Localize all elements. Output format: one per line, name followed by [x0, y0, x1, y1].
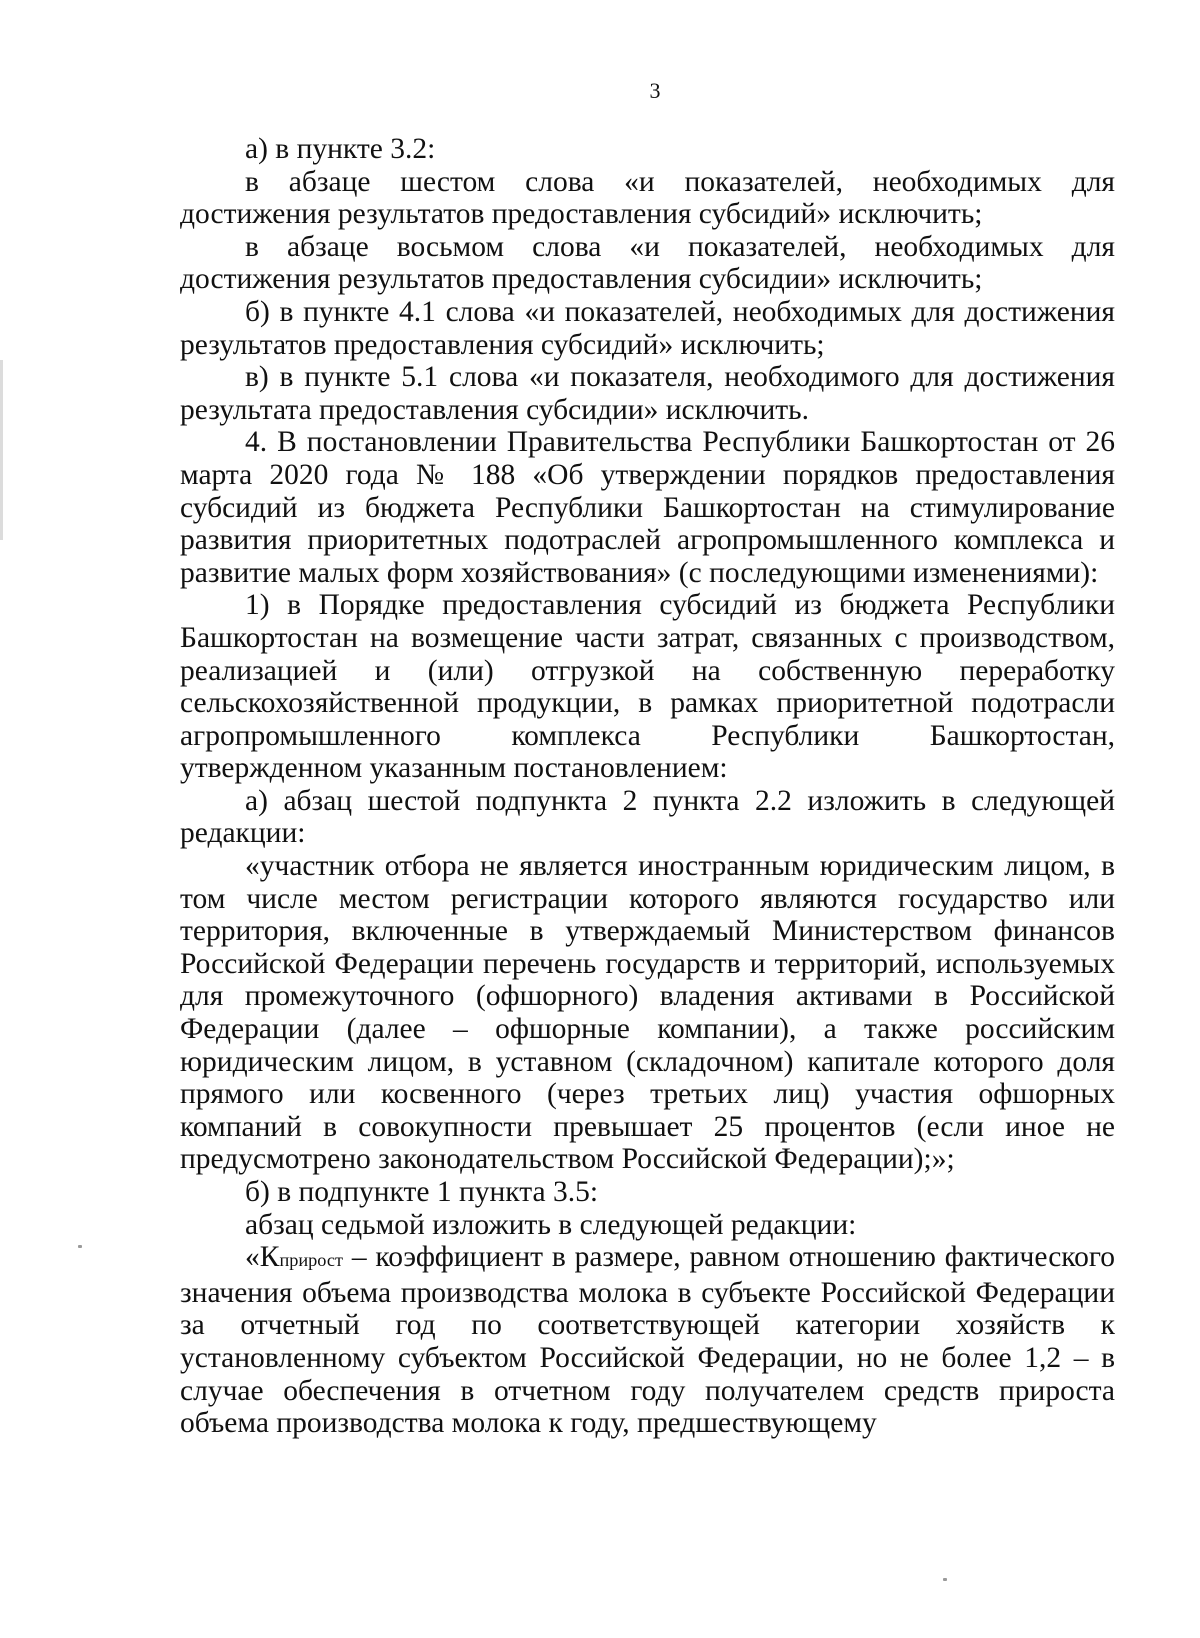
paragraph: 1) в Порядке предоставления субсидий из бюджета Республики Башкортостан на возмещение части затрат, связанных с производством, реализацией и (или) отгрузкой на собственную переработку сельскохозяйственной продукции, в рамках приоритетной подотрасли агропромышленного комплекса Республики Башкортостан, утвержденном указанным постановлением: — [180, 589, 1115, 785]
paragraph: б) в подпункте 1 пункта 3.5: — [245, 1176, 599, 1208]
document-body — [180, 133, 1115, 1440]
paragraph: в абзаце шестом слова «и показателей, необходимых для достижения результатов предоставления субсидий» исключить; — [180, 165, 1115, 231]
paragraph: абзац седьмой изложить в следующей редакции: — [245, 1208, 857, 1241]
paragraph: в) в пункте 5.1 слова «и показателя, необходимого для достижения результата предоставления субсидии» исключить. — [180, 361, 1115, 426]
paragraph: а) в пункте 3.2: — [245, 133, 436, 165]
paragraph: 4. В постановлении Правительства Республики Башкортостан от 26 марта 2020 года № 188 «Об утверждении порядков предоставления субсидий из бюджета Республики Башкортостан на стимулирование развития приоритетных подотраслей агропромышленного комплекса и развитие малых форм хозяйствования» (с последующими изменениями): — [180, 426, 1115, 589]
formula-text: – коэффициент в размере, равном отношению фактического значения объема производства молока в субъекте Российской Федерации за отчетный год по соответствующей категории хозяйств к установленному субъектом Российской Федерации, но не более 1,2 – в случае обеспечения в отчетном году получателем средств прироста объема производства молока к году, предшествующему — [180, 1241, 1115, 1440]
formula-subscript: прирост — [279, 1250, 343, 1271]
formula-open: «К — [245, 1241, 280, 1274]
paragraph: а) абзац шестой подпункта 2 пункта 2.2 изложить в следующей редакции: — [180, 784, 1115, 850]
scan-speck — [943, 1578, 947, 1581]
formula-paragraph — [180, 1241, 1115, 1440]
paragraph: «участник отбора не является иностранным юридическим лицом, в том числе местом регистрации которого являются государство или территория, включенные в утверждаемый Министерством финансов Российской Федерации перечень государств и территорий, используемых для промежуточного (офшорного) владения активами в Российской Федерации (далее – офшорные компании), а также российским юридическим лицом, в уставном (складочном) капитале которого доля прямого или косвенного (через третьих лиц) участия офшорных компаний в совокупности превышает 25 процентов (если иное не предусмотрено законодательством Российской Федерации);»; — [180, 850, 1115, 1176]
paragraph: в абзаце восьмом слова «и показателей, необходимых для достижения результатов предоставления субсидии» исключить; — [180, 230, 1115, 296]
page-number: 3 — [649, 78, 661, 103]
scan-edge-mark — [0, 360, 3, 540]
scan-speck — [78, 1245, 82, 1248]
paragraph: б) в пункте 4.1 слова «и показателей, необходимых для достижения результатов предоставления субсидий» исключить; — [180, 295, 1115, 361]
